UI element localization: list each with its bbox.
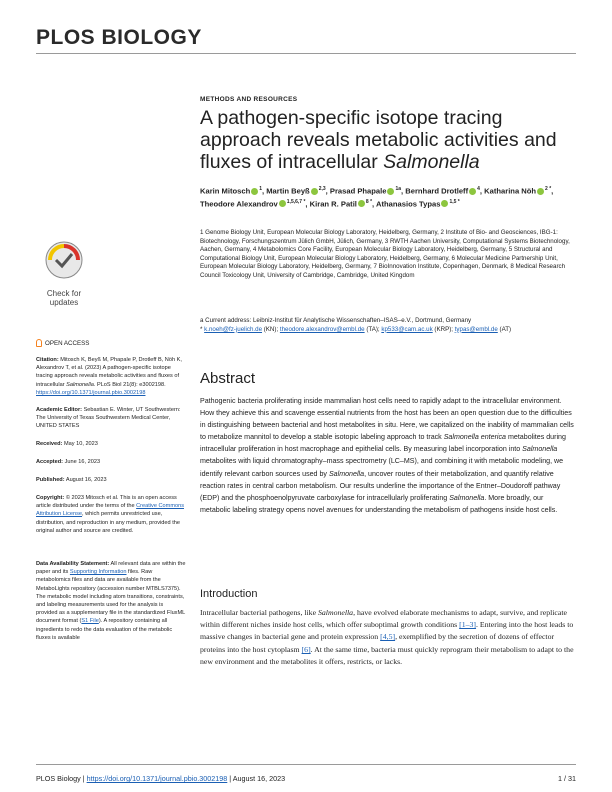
published-date: Published: August 16, 2023 [36, 477, 107, 483]
abstract-heading: Abstract [200, 370, 256, 387]
abstract-p4: , uncover routes of their metabolization, and quantify relative reaction rates in central carbon metabolism. Our results underline the importance of the Entner–Doudoroff pathway (EDP) and the phosphoenolpyruvate carboxylase for intracellularly proliferating [200, 469, 561, 502]
author-affiliation-sup: 2 * [545, 186, 552, 192]
academic-editor: Academic Editor: Sebastian E. Winter, UT Southwestern: The University of Texas Southwestern Medical Center, UNITED STATES [36, 407, 181, 430]
abstract-p2: metabolites during intracellular proliferation in host macrophage and epithelial cells. By measuring label incorporation into [200, 433, 566, 454]
author-list: Karin Mitosch $^1$, Martin Beyß $^{2,3}$, Prasad Phapale $^{1a}$, Bernhard Drotleff $^4$, Katharina Nöh $^{2 *}$, Theodore Alexandrov $^{1,5,6,7 *}$, Kiran R. Patil $^{8 *}$, Athanasios Typas $^{1,5 *}$ [200, 186, 554, 209]
current-address: a Current address: Leibniz-Institut für Analytische Wissenschaften–ISAS–e.V., Dortmund, Germany [200, 317, 472, 324]
email-link[interactable]: typas@embl.de [454, 325, 498, 333]
author-affiliation-sup: 8 * [365, 198, 373, 205]
header-rule [36, 53, 576, 54]
introduction-heading: Introduction [200, 588, 258, 600]
abstract-text [200, 395, 575, 516]
affiliations: 1 Genome Biology Unit, European Molecular Biology Laboratory, Heidelberg, Germany, 2 Institute of Bio- and Geosciences, IBG-1: Biotechnology, Forschungszentrum Jülich GmbH, Jülich, Germany, 3 RWTH Aachen University, Computational Systems Biotechnology, Aachen, Germany, 4 Metabolomics Core Facility, European Molecular Biology Laboratory, Heidelberg, Germany, 5 Structural and Computational Biology Unit, European Molecular Biology Laboratory, Heidelberg, Germany, 6 Molecular Medicine Partnership Unit, European Molecular Biology Laboratory, Heidelberg, Germany, 7 BioInnovation Institute, Copenhagen, Denmark, 8 Medical Research Council Toxicology Unit, University of Cambridge, Cambridge, United Kingdom [200, 229, 570, 279]
ref-link-1[interactable]: [1–3] [459, 620, 477, 630]
citation-block: Citation: Mitosch K, Beyß M, Phapale P, Drotleff B, Nöh K, Alexandrov T, et al. (2023) A pathogen-specific isotope tracing approach reveals metabolic activities and fluxes of intracellular Salmonella. PLoS Biol 21(8): e3002198. https://doi.org/10.1371/journal.pbio.3002198 [36, 357, 182, 396]
email-author-initials: (AT) [497, 325, 512, 333]
author-affiliation-sup: 1,5 * [449, 198, 460, 205]
current-address-block [200, 317, 575, 334]
orcid-icon[interactable] [251, 188, 258, 195]
orcid-icon[interactable] [387, 188, 394, 195]
orcid-icon[interactable] [469, 188, 476, 195]
section-label: METHODS AND RESOURCES [200, 96, 298, 103]
received-date: Received: May 10, 2023 [36, 441, 98, 447]
copyright-block: Copyright: © 2023 Mitosch et al. This is an open access article distributed under the terms of the Creative Commons Attribution License, which permits unrestricted use, distribution, and reproduction in any medium, provided the original author and source are credited. [36, 495, 184, 534]
email-author-initials: (KRP); [432, 325, 455, 333]
author-name: Katharina Nöh [484, 186, 537, 196]
author-affiliation-sup: 1 [259, 186, 262, 192]
email-author-initials: (KN); [262, 325, 280, 333]
abstract-p3-italic: Salmonella [328, 469, 365, 478]
author-name: Karin Mitosch [200, 186, 251, 196]
author-name: Martin Beyß [266, 186, 310, 196]
footer-citation: PLOS Biology | https://doi.org/10.1371/journal.pbio.3002198 | August 16, 2023 [36, 774, 286, 783]
title-italic: Salmonella [383, 151, 480, 173]
introduction-text [200, 607, 578, 668]
data-availability-block: Data Availability Statement: All relevant data are within the paper and its Supporting Information files. Raw metabolomics files and data are available from the MetaboLights repository (accession number MTBLS7375). The metabolic model including atom transitions, constraints, and labeling measurements used for the analysis is provided as a supplementary file in the standardized FluxML document format (S1 File). A repository containing all ingredients to redo the data evaluation of the metabolic fluxes is available [36, 561, 186, 641]
intro-t3: . Entering into the host leads to massive changes in bacterial gene and protein expression [200, 620, 574, 642]
author-affiliation-sup: 4 [477, 186, 480, 192]
open-access-label: OPEN ACCESS [36, 339, 186, 348]
intro-t1: Intracellular bacterial pathogens, like [200, 608, 318, 617]
abstract-p1-italic: Salmonella enterica [443, 433, 507, 442]
orcid-icon[interactable] [358, 200, 365, 207]
citation-doi-link[interactable]: https://doi.org/10.1371/journal.pbio.3002198 [36, 389, 146, 396]
title-main: A pathogen-specific isotope tracing approach reveals metabolic activities and fluxes of intracellular [200, 107, 557, 173]
abstract-p3: metabolites with liquid chromatography–mass spectrometry (LC–MS), and combining it with metabolic modeling, we identify relevant carbon sources used by [200, 457, 564, 478]
author-affiliation-sup: 1a [395, 186, 402, 192]
check-for-updates-icon [44, 240, 84, 280]
check-for-updates-label: Check for updates [46, 289, 82, 307]
license-link[interactable]: Creative Commons Attribution License [36, 503, 184, 518]
ref-link-2[interactable]: [4,5] [380, 632, 396, 642]
email-link[interactable]: kp533@cam.ac.uk [381, 325, 433, 333]
intro-t5: . At the same time, bacteria must quickly reprogram their metabolism to adapt to the new environment and the metabolites it offers, restricts, or lacks. [200, 644, 574, 666]
footer-rule [36, 764, 576, 765]
author-affiliation-sup: 2,3 [318, 186, 326, 192]
author-name: Athanasios Typas [376, 199, 441, 209]
abstract-p1: Pathogenic bacteria proliferating inside mammalian host cells need to rapidly adapt to the intracellular environment. How they achieve this and scavenge essential nutrients from the host has been an open question due to the difficulties in distinguishing between bacterial and host metabolites in situ. Here, we capitalized on the inability of mammalian cells to metabolize mannitol to develop a stable isotopic labeling approach to track [200, 397, 574, 442]
check-for-updates-badge[interactable] [38, 240, 90, 307]
author-name: Theodore Alexandrov [200, 199, 278, 209]
open-access-icon [36, 339, 42, 347]
orcid-icon[interactable] [311, 188, 318, 195]
email-author-initials: (TA); [364, 325, 382, 333]
accepted-date: Accepted: June 16, 2023 [36, 459, 101, 465]
article-title [200, 107, 575, 173]
orcid-icon[interactable] [441, 200, 448, 207]
abstract-p2-italic: Salmonella [522, 445, 558, 454]
supporting-info-link[interactable]: Supporting Information [69, 569, 127, 576]
ref-link-3[interactable]: [6] [301, 644, 311, 654]
footer-date: August 16, 2023 [232, 774, 286, 783]
author-name: Prasad Phapale [329, 186, 387, 196]
orcid-icon[interactable] [279, 200, 286, 207]
orcid-icon[interactable] [537, 188, 544, 195]
footer-journal: PLOS Biology [36, 774, 81, 783]
author-affiliation-sup: 1,5,6,7 * [286, 198, 306, 205]
intro-t1-italic: Salmonella [317, 608, 354, 617]
corresponding-emails: * k.noeh@fz-juelich.de (KN); theodore.alexandrov@embl.de (TA); kp533@cam.ac.uk (KRP); typas@embl.de (AT) [200, 325, 512, 333]
page-number: 1 / 31 [558, 774, 576, 783]
email-link[interactable]: theodore.alexandrov@embl.de [279, 325, 365, 333]
intro-t2: , have evolved elaborate mechanisms to adapt, survive, and replicate within different niches inside host cells, which offer suboptimal growth conditions [200, 608, 567, 630]
intro-t4: , exemplified by the secretion of dozens of effector proteins into the host cytoplasm [200, 632, 555, 654]
author-name: Kiran R. Patil [309, 199, 357, 209]
s1-file-link[interactable]: S1 File [81, 618, 99, 625]
footer-doi-link[interactable]: https://doi.org/10.1371/journal.pbio.3002198 [86, 774, 228, 783]
author-name: Bernhard Drotleff [405, 186, 469, 196]
abstract-p4-italic: Salmonella [449, 493, 485, 502]
email-link[interactable]: k.noeh@fz-juelich.de [204, 325, 263, 333]
journal-logo: PLOS BIOLOGY [36, 26, 202, 49]
abstract-p5: . More broadly, our metabolic labeling strategy opens novel avenues for understanding the metabolism of pathogens inside host cells. [200, 493, 558, 514]
